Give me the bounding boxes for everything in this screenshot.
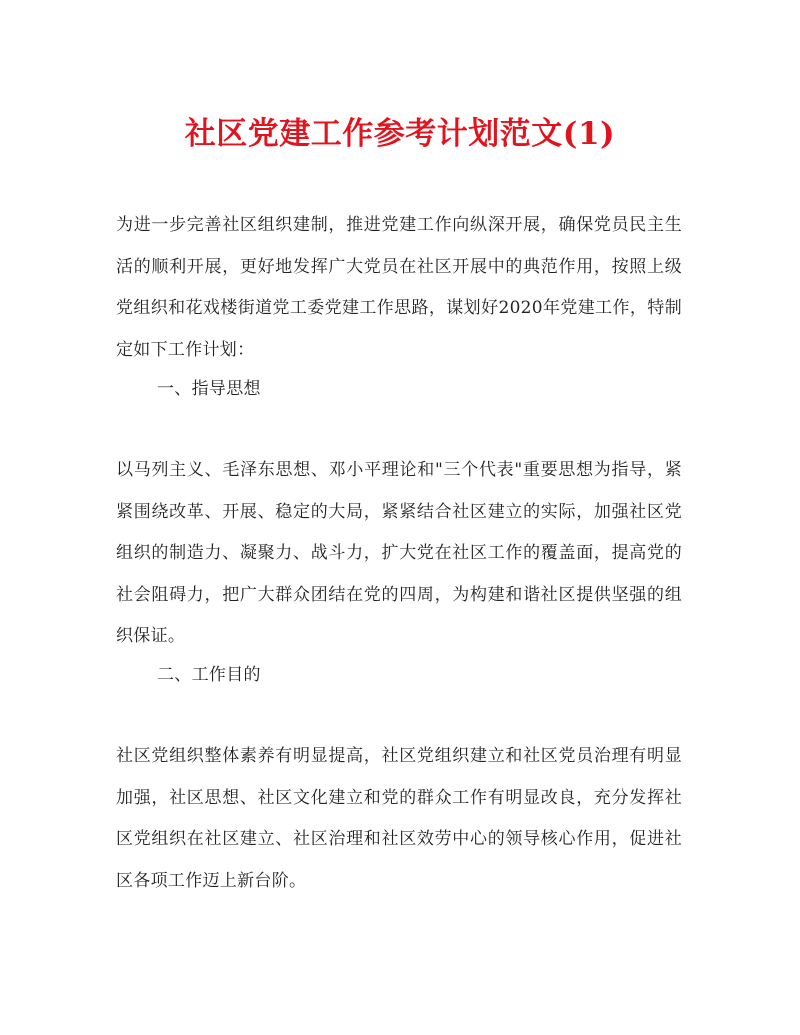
document-title: 社区党建工作参考计划范文(1) [184, 116, 616, 152]
section-heading-work-goals: 二、工作目的 [157, 665, 261, 685]
section-heading-guiding-ideology: 一、指导思想 [157, 379, 261, 399]
section-body-guiding-ideology: 以马列主义、毛泽东思想、邓小平理论和"三个代表"重要思想为指导，紧紧围绕改革、开展、稳定的大局，紧紧结合社区建立的实际，加强社区党组织的制造力、凝聚力、战斗力，扩大党在社区工作的覆盖面，提高党的社会阻碍力，把广大群众团结在党的四周，为构建和谐社区提供坚强的组织保证。 [116, 460, 682, 646]
intro-paragraph: 为进一步完善社区组织建制，推进党建工作向纵深开展，确保党员民主生活的顺利开展，更好地发挥广大党员在社区开展中的典范作用，按照上级党组织和花戏楼街道党工委党建工作思路，谋划好2020年党建工作，特制定如下工作计划： [116, 215, 682, 360]
section-body-work-goals: 社区党组织整体素养有明显提高，社区党组织建立和社区党员治理有明显加强，社区思想、社区文化建立和党的群众工作有明显改良，充分发挥社区党组织在社区建立、社区治理和社区效劳中心的领导核心作用，促进社区各项工作迈上新台阶。 [116, 746, 682, 891]
